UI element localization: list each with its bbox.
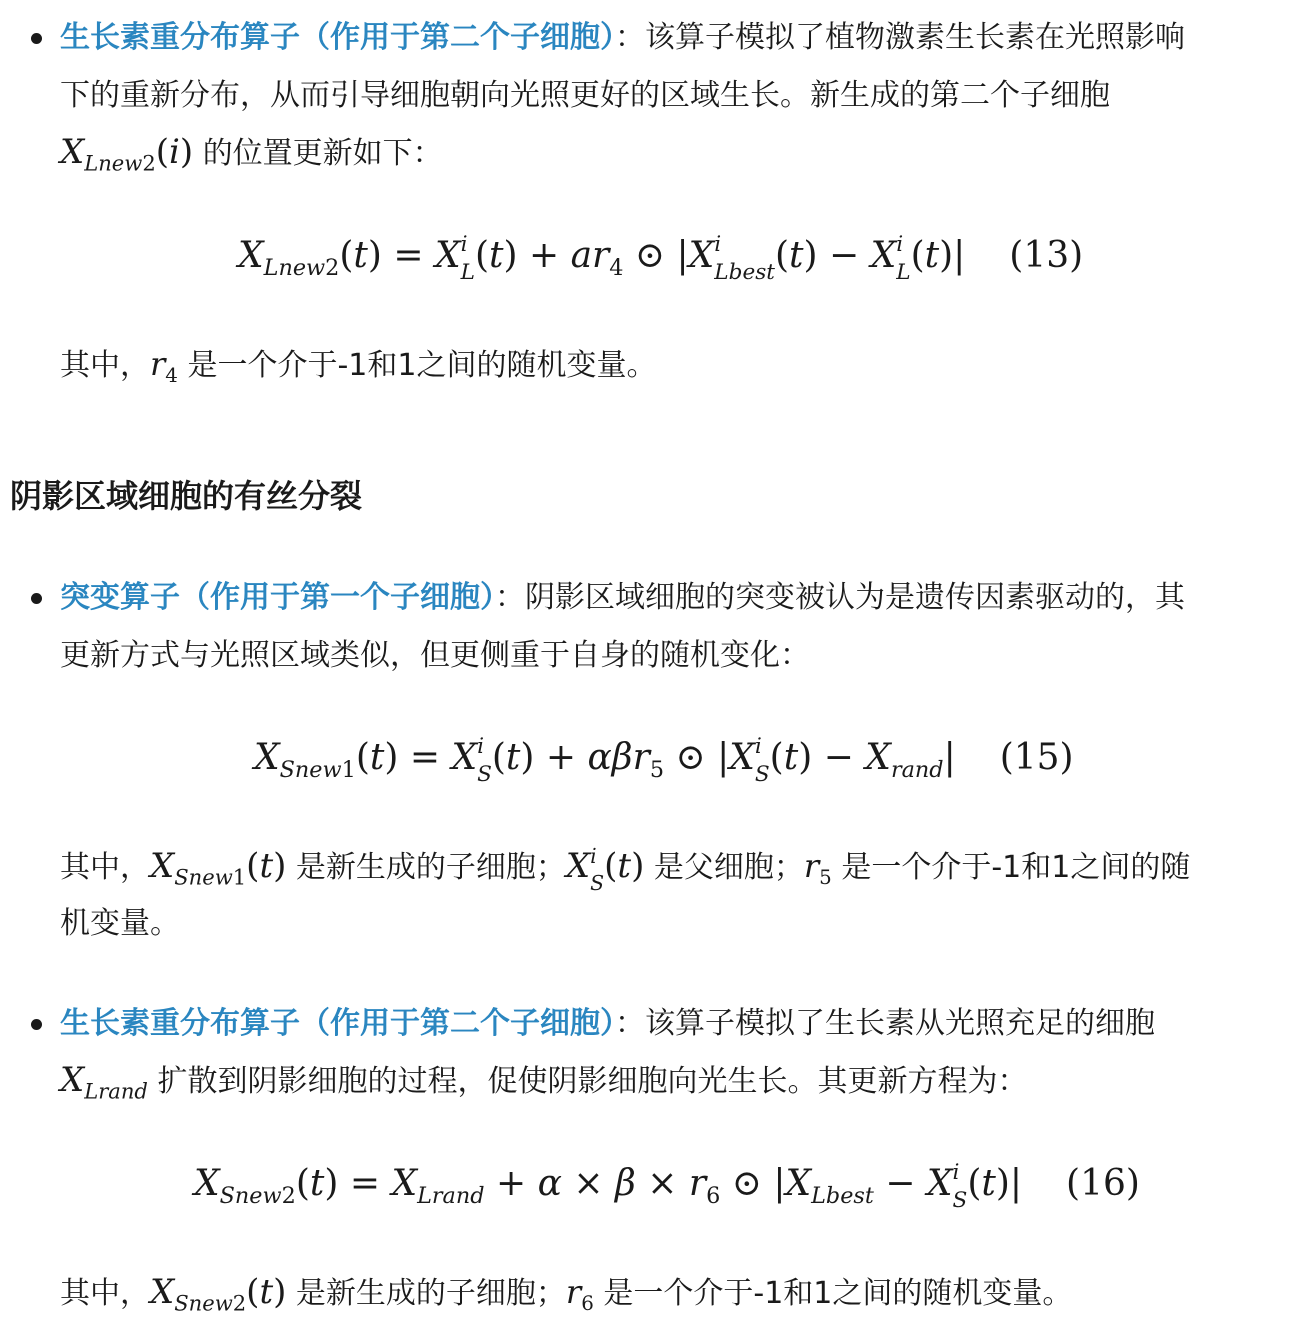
s1-line2: 下的重新分布，从而引导细胞朝向光照更好的区域生长。新生成的第二个子细胞: [60, 78, 1110, 113]
section-heading: 阴影区域细胞的有丝分裂: [10, 477, 363, 515]
s2-note-line1: 其中，$X_{Snew1}(t)$ 是新生成的子细胞；X i S (t) 是父细胞；$r_5$ 是一个介于-1和1之间的随: [60, 844, 1191, 895]
s1-line1-text: 该算子模拟了植物激素生长素在光照影响: [645, 20, 1185, 55]
s2-line1: 突变算子（作用于第一个子细胞）：阴影区域细胞的突变被认为是遗传因素驱动的，其: [60, 580, 1185, 615]
s2-note-line2: 机变量。: [60, 906, 180, 941]
bullet-3: [31, 1019, 42, 1030]
s1-line3: $X_{Lnew2}(i)$ 的位置更新如下：: [60, 132, 443, 176]
equation-15: $X_{Snew1}(t) = X$ i S (t) + αβr$_5$ ⊙ |X i S $(t) - X_{rand}|$ (15): [254, 734, 1074, 787]
bullet-2: [31, 593, 42, 604]
s1-note: 其中，$r_4$ 是一个介于-1和1之间的随机变量。: [60, 345, 657, 387]
s1-line1: 生长素重分布算子（作用于第二个子细胞）：该算子模拟了植物激素生长素在光照影响: [60, 20, 1185, 55]
equation-16: $X_{Snew2}(t) = X_{Lrand} + \alpha \times \beta \times r_6$ ⊙ $|X_{Lbest} - X$ i S (t)| (16): [194, 1160, 1140, 1213]
eq-number-16: (16): [1066, 1163, 1140, 1204]
s1-item-title: 生长素重分布算子（作用于第二个子细胞）: [60, 20, 615, 55]
s3-line1: 生长素重分布算子（作用于第二个子细胞）：该算子模拟了生长素从光照充足的细胞: [60, 1006, 1155, 1041]
s3-line2: $X_{Lrand}$ 扩散到阴影细胞的过程，促使阴影细胞向光生长。其更新方程为：: [60, 1060, 1028, 1104]
s3-item-title: 生长素重分布算子（作用于第二个子细胞）: [60, 1006, 615, 1041]
s2-line2: 更新方式与光照区域类似，但更侧重于自身的随机变化：: [60, 638, 810, 673]
bullet-1: [31, 33, 42, 44]
eq-number-13: (13): [1009, 235, 1084, 276]
s2-item-title: 突变算子（作用于第一个子细胞）: [60, 580, 495, 615]
s3-note: 其中，$X_{Snew2}(t)$ 是新生成的子细胞；$r_6$ 是一个介于-1和1之间的随机变量。: [60, 1272, 1073, 1316]
eq-number-15: (15): [999, 737, 1074, 778]
equation-13: $X_{Lnew2}(t) = X$ i L $(t) + ar_4$ ⊙ |X i Lbest (t) − X i L (t)| (13): [238, 232, 1084, 285]
math-x-lnew2-i: $X_{Lnew2}(i)$: [60, 132, 194, 176]
